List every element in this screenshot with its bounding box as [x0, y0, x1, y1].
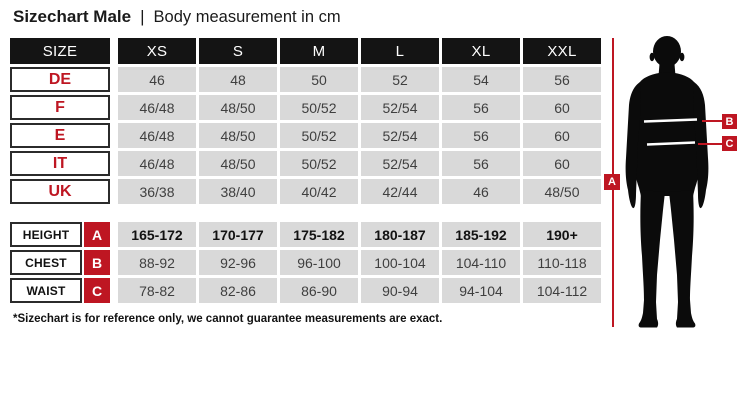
size-value: 50 [280, 67, 358, 92]
height-value: 165-172 [118, 222, 196, 247]
height-value: 185-192 [442, 222, 520, 247]
table-row-height [10, 222, 601, 247]
height-value: 190+ [523, 222, 601, 247]
size-value: 36/38 [118, 179, 196, 204]
column-header-l: L [361, 38, 439, 64]
size-value: 56 [523, 67, 601, 92]
measurement-label-height: HEIGHT [10, 222, 82, 247]
size-value: 46/48 [118, 123, 196, 148]
measurement-label-waist: WAIST [10, 278, 82, 303]
chest-connector-line [702, 120, 722, 122]
size-value: 48 [199, 67, 277, 92]
table-row-f [10, 95, 601, 120]
region-label-uk: UK [10, 179, 110, 204]
size-value: 60 [523, 123, 601, 148]
table-row-uk [10, 179, 601, 204]
male-body-silhouette-image [617, 30, 717, 330]
size-value: 50/52 [280, 151, 358, 176]
height-value: 180-187 [361, 222, 439, 247]
marker-badge-b: B [84, 250, 110, 275]
size-value: 52/54 [361, 95, 439, 120]
size-value: 48/50 [199, 95, 277, 120]
chest-value: 92-96 [199, 250, 277, 275]
size-value: 52 [361, 67, 439, 92]
figure-marker-b: B [722, 114, 737, 129]
table-row-e [10, 123, 601, 148]
waist-value: 82-86 [199, 278, 277, 303]
body-shape [626, 36, 709, 328]
column-header-xs: XS [118, 38, 196, 64]
region-label-it: IT [10, 151, 110, 176]
size-value: 42/44 [361, 179, 439, 204]
column-header-xl: XL [442, 38, 520, 64]
column-header-s: S [199, 38, 277, 64]
marker-badge-a: A [84, 222, 110, 247]
size-value: 56 [442, 95, 520, 120]
height-value: 170-177 [199, 222, 277, 247]
title-separator: | [140, 7, 145, 26]
sizechart-table [10, 38, 601, 306]
size-value: 56 [442, 151, 520, 176]
region-label-e: E [10, 123, 110, 148]
table-header-row [10, 38, 601, 64]
left-leg-shape [639, 190, 665, 328]
waist-connector-line [698, 143, 722, 145]
size-value: 52/54 [361, 151, 439, 176]
table-row-it [10, 151, 601, 176]
size-value: 46 [442, 179, 520, 204]
column-header-m: M [280, 38, 358, 64]
size-value: 50/52 [280, 123, 358, 148]
region-label-f: F [10, 95, 110, 120]
size-value: 50/52 [280, 95, 358, 120]
waist-value: 90-94 [361, 278, 439, 303]
size-value: 40/42 [280, 179, 358, 204]
size-value: 48/50 [199, 123, 277, 148]
marker-badge-c: C [84, 278, 110, 303]
height-value: 175-182 [280, 222, 358, 247]
page-title [13, 7, 341, 27]
chest-value: 110-118 [523, 250, 601, 275]
table-section-gap [10, 207, 601, 222]
size-value: 56 [442, 123, 520, 148]
page-title-main: Sizechart Male [13, 7, 132, 26]
column-header-xxl: XXL [523, 38, 601, 64]
disclaimer-footnote: *Sizechart is for reference only, we cannot guarantee measurements are exact. [13, 313, 443, 325]
size-value: 54 [442, 67, 520, 92]
waist-value: 86-90 [280, 278, 358, 303]
chest-value: 88-92 [118, 250, 196, 275]
chest-value: 104-110 [442, 250, 520, 275]
size-value: 60 [523, 151, 601, 176]
chest-value: 100-104 [361, 250, 439, 275]
size-value: 46/48 [118, 95, 196, 120]
waist-value: 94-104 [442, 278, 520, 303]
torso-shape [633, 72, 701, 196]
page-title-subtitle: Body measurement in cm [153, 8, 341, 26]
size-value: 52/54 [361, 123, 439, 148]
region-label-de: DE [10, 67, 110, 92]
size-column-header: SIZE [10, 38, 110, 64]
size-value: 48/50 [199, 151, 277, 176]
table-row-chest [10, 250, 601, 275]
size-value: 46/48 [118, 151, 196, 176]
table-row-waist [10, 278, 601, 303]
size-value: 46 [118, 67, 196, 92]
size-value: 60 [523, 95, 601, 120]
waist-value: 104-112 [523, 278, 601, 303]
measurement-label-chest: CHEST [10, 250, 82, 275]
table-row-de [10, 67, 601, 92]
figure-marker-c: C [722, 136, 737, 151]
size-value: 48/50 [523, 179, 601, 204]
figure-marker-a: A [604, 174, 620, 190]
size-value: 38/40 [199, 179, 277, 204]
chest-value: 96-100 [280, 250, 358, 275]
right-leg-shape [669, 190, 695, 328]
waist-value: 78-82 [118, 278, 196, 303]
